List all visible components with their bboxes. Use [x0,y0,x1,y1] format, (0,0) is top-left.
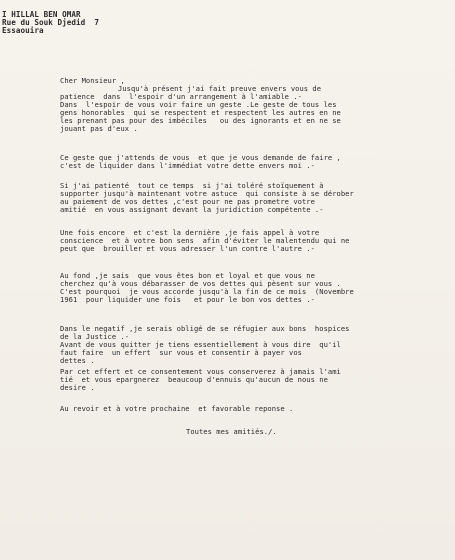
body-line: peut que brouiller et vous adresser l'un contre l'autre .- [60,244,315,253]
body-line: tié et vous epargnerez beaucoup d'ennuis qu'aucun de nous ne [60,375,328,384]
body-line: au paiement de vos dettes ,c'est pour ne pas prometre votre [60,197,315,206]
body-line: Par cet effert et ce consentement vous conserverez à jamais l'ami [60,367,341,376]
sender-address: Rue du Souk Djedid 7 [2,18,100,27]
signature-line: Toutes mes amitiés./. [186,427,277,436]
body-line: Au fond ,je sais que vous êtes bon et loyal et que vous ne [60,271,315,280]
body-line: de la Justice .- [60,332,130,341]
body-line: c'est de liquider dans l'immédiat votre dette envers moi .- [60,161,315,170]
body-line: Ce geste que j'attends de vous et que je vous demande de faire , [60,153,341,162]
body-line: C'est pourquoi je vous accorde jusqu'à la fin de ce mois (Novembre [60,287,354,296]
body-line: les prenant pas pour des imbéciles ou des ignorants et en ne se [60,116,341,125]
body-line: amitié en vous assignant devant la juridiction compétente .- [60,205,324,214]
closing-line: Au revoir et à votre prochaine et favorable reponse . [60,404,294,413]
body-line: Jusqu'à présent j'ai fait preuve envers vous de [118,84,322,93]
body-line: patience dans l'espoir d'un arrangement à l'amiable .- [60,92,302,101]
body-line: cherchez qu'à vous débarasser de vos dettes qui pèsent sur vous . [60,279,341,288]
body-line: Une fois encore et c'est la dernière ,je fais appel à votre [60,228,320,237]
body-line: faut faire un effert sur vous et consentir à payer vos [60,348,302,357]
body-line: dettes . [60,356,95,365]
body-line: conscience et à votre bon sens afin d'éviter le malentendu qui ne [60,236,350,245]
sender-city: Essaouira [2,26,44,35]
salutation: Cher Monsieur , [60,76,125,85]
body-line: Avant de vous quitter je tiens essentiellement à vous dire qu'il [60,340,341,349]
body-line: desire . [60,383,95,392]
sender-name: I HILLAL BEN OMAR [2,10,81,19]
body-line: Dans l'espoir de vous voir faire un geste .Le geste de tous les [60,100,337,109]
body-line: 1961 pour liquider une fois et pour le bon vos dettes .- [60,295,315,304]
body-line: gens honorables qui se respectent et respectent les autres en ne [60,108,341,117]
body-line: jouant pas d'eux . [60,124,138,133]
body-line: Si j'ai patienté tout ce temps si j'ai toléré stoïquement à [60,181,324,190]
body-line: supporter jusqu'à maintenant votre astuce qui consiste à se dérober [60,189,354,198]
body-line: Dans le negatif ,je serais obligé de se réfugier aux bons hospices [60,324,350,333]
